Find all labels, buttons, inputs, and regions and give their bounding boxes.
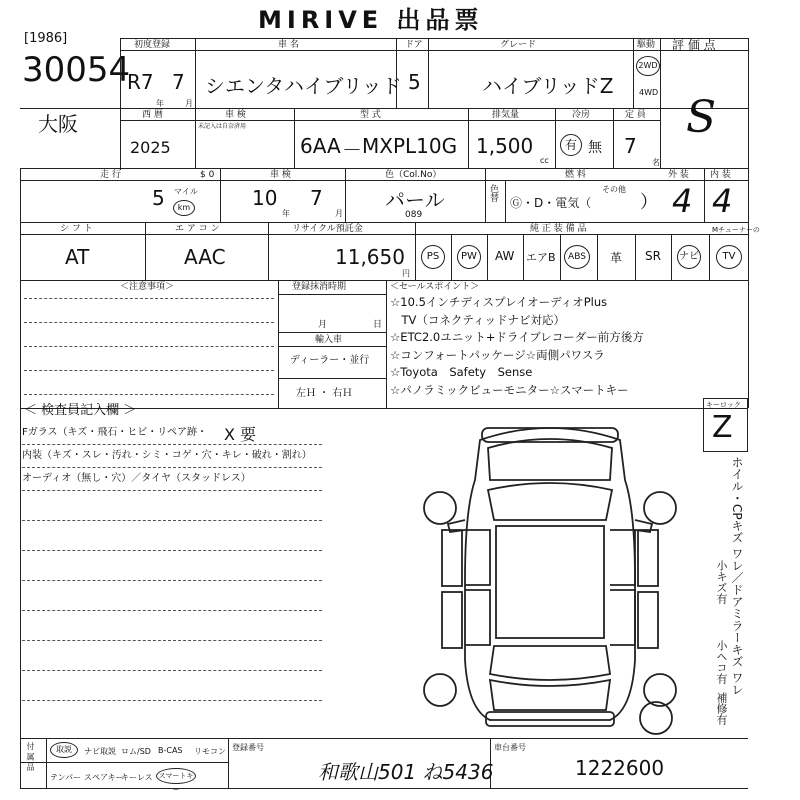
inspector-line-audio: オーディオ（無し・穴）／タイヤ（スタッドレス） — [22, 473, 251, 484]
handle-option: 左Ｈ ・ 右Ｈ — [296, 388, 353, 399]
reg-label: 初度登録 — [134, 40, 171, 50]
insp-year: 10 — [252, 186, 278, 210]
displacement-label: 排気量 — [492, 110, 520, 120]
keylock-value: Z — [712, 410, 733, 445]
door-left-rear — [465, 590, 490, 645]
plate-label: 登録番号 — [232, 743, 264, 752]
score: S — [686, 92, 717, 143]
keylock-label: キーロック — [706, 401, 741, 409]
chassis-label: 車台番号 — [494, 743, 526, 752]
car-roof — [496, 526, 604, 638]
insp-year-unit: 年 — [282, 209, 290, 218]
caution-label: ＜注意事項＞ — [120, 282, 175, 292]
sales-point: ☆コンフォートパッケージ☆両側パワスラ — [390, 347, 605, 362]
car-windshield — [488, 483, 612, 520]
mileage: 5 — [152, 186, 165, 210]
row2-inspection-label: 車 検 — [225, 110, 246, 120]
ext-label: 外 装 — [668, 170, 689, 180]
name-label: 車 名 — [278, 40, 299, 50]
sales-label: ＜セールスポイント＞ — [390, 282, 480, 292]
sales-point: ☆ETC2.0ユニット+ドライブレコーダー前方後方 — [390, 330, 644, 344]
drive-label: 駆動 — [637, 40, 656, 50]
accessory-row-2 — [46, 762, 228, 794]
accessory-remote: リモコン — [194, 747, 226, 756]
row3-inspection-label: 車 検 — [270, 170, 291, 180]
sales-point: TV（コネクティッドナビ対応） — [390, 312, 565, 327]
equip-pw: PW — [457, 245, 481, 269]
km-circle — [173, 200, 195, 216]
equip-tv: TV — [716, 245, 742, 269]
equip-sunroof: SR — [645, 249, 661, 263]
color-change-label: 色替 — [488, 184, 498, 202]
year-label: 西 暦 — [142, 110, 163, 120]
wheel-front-right — [644, 492, 676, 524]
sales-point: ☆10.5インチディスプレイオーディオPlus — [390, 295, 608, 309]
cc-unit: cc — [540, 156, 549, 165]
wheel-rear-right — [644, 674, 676, 706]
sheet-title: MIRIVE 出品票 — [258, 6, 484, 34]
model-label: 型 式 — [360, 110, 381, 120]
door-left-front — [465, 530, 490, 585]
fuel-other: その他 — [602, 185, 626, 194]
location: 大阪 — [38, 112, 78, 136]
equip-aw: AW — [495, 249, 515, 263]
import-label: 輸入車 — [315, 335, 343, 345]
spare-wheel — [640, 702, 672, 734]
fender-left-rear — [442, 592, 462, 648]
wheel-front-left — [424, 492, 456, 524]
car-name: シエンタハイブリッド — [205, 74, 402, 98]
color: パール — [385, 188, 445, 212]
fuel-close: ） — [640, 192, 658, 213]
fender-right-rear — [638, 592, 658, 648]
equipment-list — [415, 234, 748, 280]
equip-leather: 革 — [610, 251, 623, 265]
accessory-rom-sd: ロム/SD — [121, 747, 151, 756]
reg-cancel-label: 登録抹消時期 — [292, 282, 347, 292]
accessory-navi-manual: ナビ取説 — [84, 747, 116, 756]
insp-month-unit: 月 — [335, 209, 343, 218]
recycle-label: リサイクル預託金 — [292, 224, 363, 234]
score-label: 評 価 点 — [672, 38, 716, 52]
dealer-option: ディーラー・並行 — [290, 355, 370, 366]
car-rear-window — [490, 646, 610, 680]
mileage-label: 走 行 — [100, 170, 121, 180]
seats-unit: 名 — [652, 158, 660, 167]
inspector-label: ＜ 検査員記入欄 ＞ — [24, 403, 137, 418]
handwritten-x: X 要 — [224, 425, 257, 444]
chassis-number: 1222600 — [575, 756, 665, 780]
sales-point: ☆Toyota Safety Sense — [390, 365, 533, 379]
reg-year-unit: 年 — [156, 99, 164, 108]
shift: AT — [65, 245, 90, 269]
int-label: 内 装 — [710, 170, 731, 180]
wheel-rear-left — [424, 674, 456, 706]
insp-month: 7 — [310, 186, 323, 210]
reg-era: R7 — [127, 70, 154, 94]
drive-2wd-circle — [636, 56, 660, 76]
drive-2wd: 2WD — [638, 61, 658, 70]
fuel-label: 燃 料 — [565, 170, 586, 180]
grade: ハイブリッドZ — [482, 74, 614, 98]
door-right-rear — [610, 590, 635, 645]
accessory-spare-key: スペアキー — [84, 773, 124, 782]
mileage-unit-label: $ 0 — [200, 170, 215, 180]
tuner-label: Mチューナーの — [712, 226, 760, 234]
bumper-rear — [486, 712, 614, 726]
recycle: 11,650 — [335, 245, 405, 269]
aircon: AAC — [184, 245, 226, 269]
seats-label: 定 員 — [625, 110, 646, 120]
cancel-day: 日 — [373, 320, 383, 330]
yen-unit: 円 — [402, 269, 410, 278]
accessory-spare-tire: テンパー — [50, 773, 82, 782]
plate-number: 和歌山501 ね5436 — [318, 760, 494, 784]
ac-label: 冷房 — [572, 110, 591, 120]
car-hood — [488, 439, 612, 480]
sales-points — [390, 294, 644, 399]
accessory-manual: 取説 — [50, 742, 78, 758]
color-code: 089 — [405, 210, 423, 220]
fuel-options: Ⓖ・D・電気（ — [510, 196, 592, 210]
side-note-dent: 小ヘコ有 — [715, 640, 728, 684]
inspector-line-interior: 内装（キズ・スレ・汚れ・シミ・コゲ・穴・キレ・破れ・割れ） — [22, 450, 312, 461]
equip-navi: ナビ — [677, 245, 701, 269]
sales-point: ☆パノラミックビューモニター☆スマートキー — [390, 382, 629, 397]
door-label: ドア — [405, 40, 423, 50]
accessory-smart-key: スマートキー — [156, 768, 196, 784]
side-note-repair: 補修有 — [715, 692, 728, 725]
accessory-row-1 — [46, 738, 228, 762]
inspection-sub: 未記入は自奈済用 — [198, 123, 247, 130]
cancel-month: 月 — [318, 320, 328, 330]
grade-label: グレード — [500, 40, 537, 50]
equip-abs: ABS — [564, 245, 590, 269]
equipment-label: 純 正 装 備 品 — [530, 224, 587, 234]
aircon-label: エ ア コ ン — [175, 224, 220, 234]
accessory-keyless: キーレス — [121, 773, 153, 782]
model-code: MXPL10G — [362, 134, 458, 158]
color-label: 色（Col.No） — [385, 170, 442, 180]
car-diagram — [420, 420, 680, 740]
fender-right-front — [638, 530, 658, 586]
door-right-front — [610, 530, 635, 585]
shift-label: シ フ ト — [60, 224, 93, 234]
side-note-scratch: 小キズ有 — [715, 560, 728, 604]
model-prefix: 6AA — [300, 134, 341, 158]
car-trunk — [490, 680, 610, 710]
accessory-bcas: B-CAS — [158, 746, 183, 755]
doors: 5 — [408, 70, 421, 94]
equip-airbag: エアB — [526, 251, 556, 264]
drive-4wd: 4WD — [639, 88, 659, 97]
model-dash: － — [342, 138, 362, 162]
ac-yes-circle — [560, 134, 582, 156]
reg-month: 7 — [172, 70, 185, 94]
ext-score: 4 — [672, 182, 693, 220]
seats: 7 — [624, 134, 637, 158]
km-unit: km — [177, 203, 191, 212]
mile-unit: マイル — [174, 187, 198, 196]
ac-yes: 有 — [564, 138, 577, 152]
displacement: 1,500 — [476, 134, 534, 158]
lot-number: 30054 — [22, 50, 131, 90]
year-tag: [1986] — [24, 31, 68, 46]
fender-left-front — [442, 530, 462, 586]
equip-ps: PS — [421, 245, 445, 269]
side-note: ホイル・CPキズ ワレ／ドアミラーキズ ワレ — [730, 456, 744, 696]
year: 2025 — [130, 138, 171, 157]
inspector-line-glass: Fガラス（キズ・飛石・ヒビ・リペア跡・ — [22, 427, 208, 438]
accessories-label: 付 属 品 — [26, 742, 35, 772]
int-score: 4 — [712, 182, 733, 220]
ac-no: 無 — [588, 140, 602, 156]
reg-month-unit: 月 — [185, 99, 193, 108]
